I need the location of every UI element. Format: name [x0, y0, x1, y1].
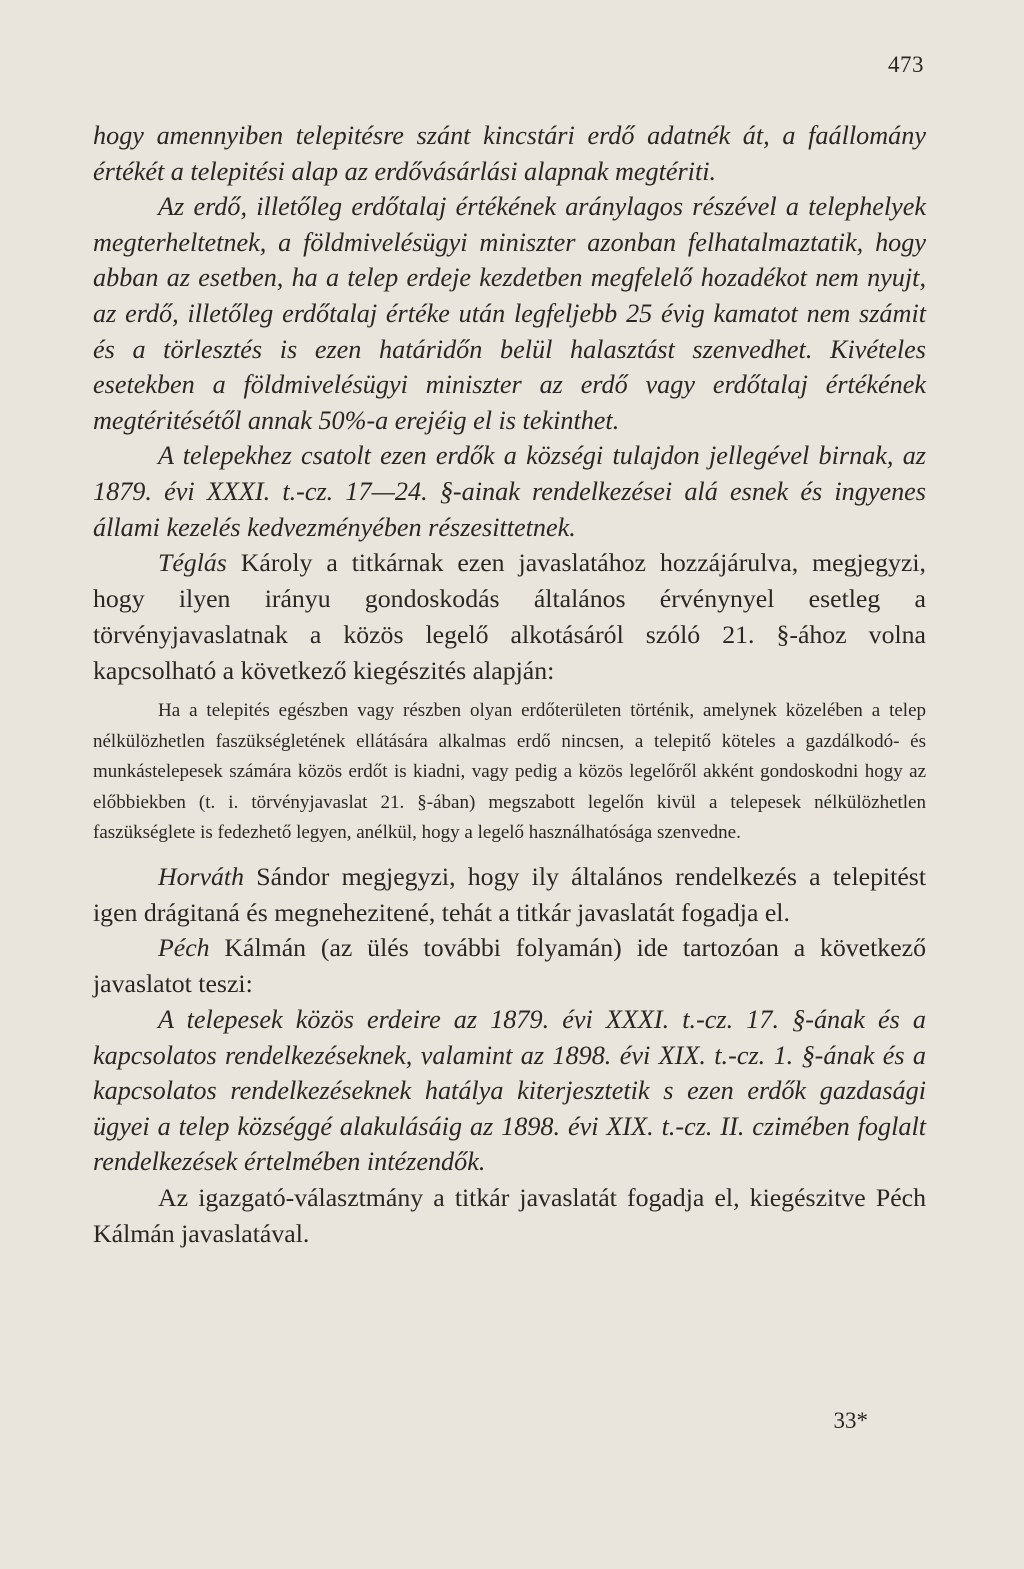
paragraph-continuation: hogy amennyiben telepitésre szánt kincstári erdő adatnék át, a faállomány értékét a telepitési alap az erdővásárlási alapnak megtériti. [93, 121, 926, 186]
page-number: 473 [888, 52, 924, 77]
paragraph-pech [93, 930, 926, 1002]
paragraph-teglas-text: Károly a titkárnak ezen javaslatához hozzájárulva, megjegyzi, hogy ilyen irányu gondoskodás általános érvénynyel esetleg a törvényjavaslatnak a közös legelő alkotásáról szóló 21. §-ához volna kapcsolható a következő kiegészités alapján: [93, 548, 926, 685]
proposed-amendment: Ha a telepités egészben vagy részben olyan erdőterületen történik, amelynek közelében a telep nélkülözhetlen faszükségletének ellátására alkalmas erdő nincsen, a telepitő köteles a gazdálkodó- és munkástelepesek számára közös erdőt is kiadni, vagy pedig a közös legelőről akként gondoskodni hogy az előbbiekben (t. i. törvényjavaslat 21. §-ában) megszabott legelőn kivül a telepesek nélkülözhetlen faszükséglete is fedezhető legyen, anélkül, hogy a legelő használhatósága szenvedne. [93, 700, 926, 844]
paragraph-pech-text: Kálmán (az ülés további folyamán) ide tartozóan a következő javaslatot teszi: [93, 933, 926, 999]
paragraph-horvath-text: Sándor megjegyzi, hogy ily általános rendelkezés a telepitést igen drágitaná és megnehezitené, tehát a titkár javaslatát fogadja el. [93, 861, 926, 927]
paragraph-communal-forests: A telepekhez csatolt ezen erdők a községi tulajdon jellegével birnak, az 1879. évi XXXI. t.-cz. 17—24. §-ainak rendelkezései alá esnek és ingyenes állami kezelés kedvezményében részesittetnek. [93, 441, 926, 542]
signature-mark: 33* [833, 1408, 868, 1433]
paragraph-resolution: Az igazgató-választmány a titkár javaslatát fogadja el, kiegészitve Péch Kálmán javaslatával. [93, 1182, 926, 1248]
paragraph-forest-value: Az erdő, illetőleg erdőtalaj értékének aránylagos részével a telephelyek megterheltetnek, a földmivelésügyi miniszter azonban felhatalmaztatik, hogy abban az esetben, ha a telep erdeje kezdetben megfelelő hozadékot nem nyujt, az erdő, illetőleg erdőtalaj értéke után legfeljebb 25 évig kamatot nem számit és a törlesztés is ezen határidőn belül halasztást szenvedhet. Kivételes esetekben a földmivelésügyi miniszter az erdő vagy erdőtalaj értékének megtéritésétől annak 50%-a erejéig el is tekinthet. [93, 192, 926, 435]
paragraph-horvath [93, 859, 926, 931]
paragraph-teglas [93, 545, 926, 688]
speaker-name-horvath: Horváth [158, 861, 244, 891]
speaker-name-pech: Péch [158, 933, 210, 963]
paragraph-pech-proposal: A telepesek közös erdeire az 1879. évi XXXI. t.-cz. 17. §-ának és a kapcsolatos rendelkezéseknek, valamint az 1898. évi XIX. t.-cz. 1. §-ának és a kapcsolatos rendelkezéseknek hatálya kiterjesztetik s ezen erdők gazdasági ügyei a telep községgé alakulásáig az 1898. évi XIX. t.-cz. II. czimében foglalt rendelkezések értelmében intézendők. [93, 1005, 926, 1177]
body-text [93, 118, 926, 1252]
speaker-name-teglas: Téglás [158, 548, 227, 578]
